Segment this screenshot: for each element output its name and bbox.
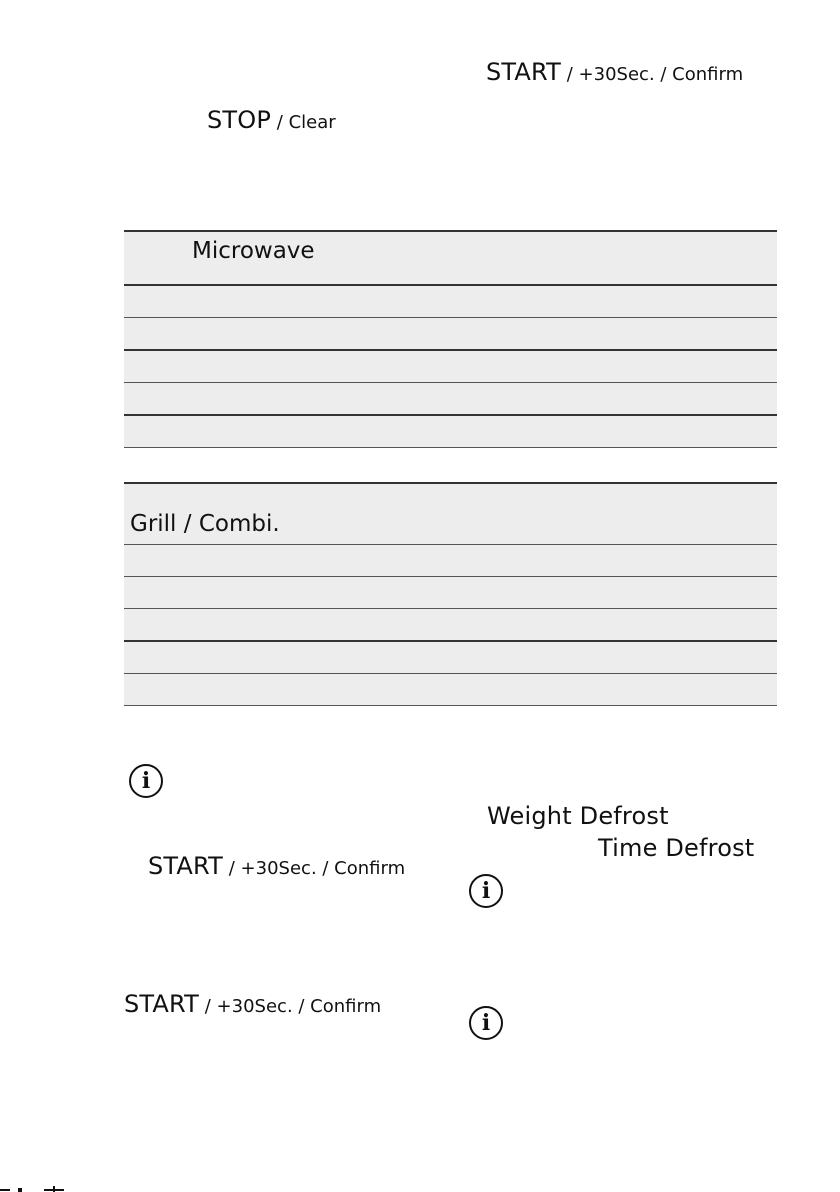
table-row — [124, 382, 777, 414]
table-row — [124, 544, 777, 576]
table-row — [124, 317, 777, 349]
stop-suffix: / Clear — [271, 112, 336, 133]
crop-marks — [0, 1186, 90, 1192]
microwave-heading: Microwave — [192, 238, 315, 264]
info-icon: i — [469, 874, 503, 908]
microwave-table-header — [124, 230, 777, 284]
stop-clear-label — [207, 106, 336, 134]
start-suffix: / +30Sec. / Confirm — [199, 996, 382, 1017]
grill-table-header — [124, 482, 777, 544]
table-bottom-rule — [124, 447, 777, 448]
info-icon: i — [469, 1006, 503, 1040]
start-confirm-label — [486, 58, 743, 86]
time-defrost-label: Time Defrost — [598, 834, 755, 862]
start-suffix: / +30Sec. / Confirm — [223, 858, 406, 879]
table-row — [124, 284, 777, 317]
table-row — [124, 576, 777, 608]
table-row — [124, 414, 777, 447]
start-key: START — [148, 852, 224, 880]
start-confirm-label-left-1 — [148, 852, 405, 880]
table-row — [124, 608, 777, 640]
grill-combi-heading: Grill / Combi. — [130, 511, 280, 537]
info-icon: i — [129, 764, 163, 798]
start-suffix: / +30Sec. / Confirm — [561, 64, 744, 85]
stop-key: STOP — [207, 106, 272, 134]
table-bottom-rule — [124, 705, 777, 706]
table-row — [124, 673, 777, 705]
grill-combi-table — [124, 482, 777, 706]
microwave-table — [124, 230, 777, 448]
start-key: START — [486, 58, 562, 86]
table-row — [124, 640, 777, 673]
weight-defrost-label: Weight Defrost — [487, 802, 669, 830]
start-confirm-label-left-2 — [124, 990, 381, 1018]
table-row — [124, 349, 777, 382]
start-key: START — [124, 990, 200, 1018]
